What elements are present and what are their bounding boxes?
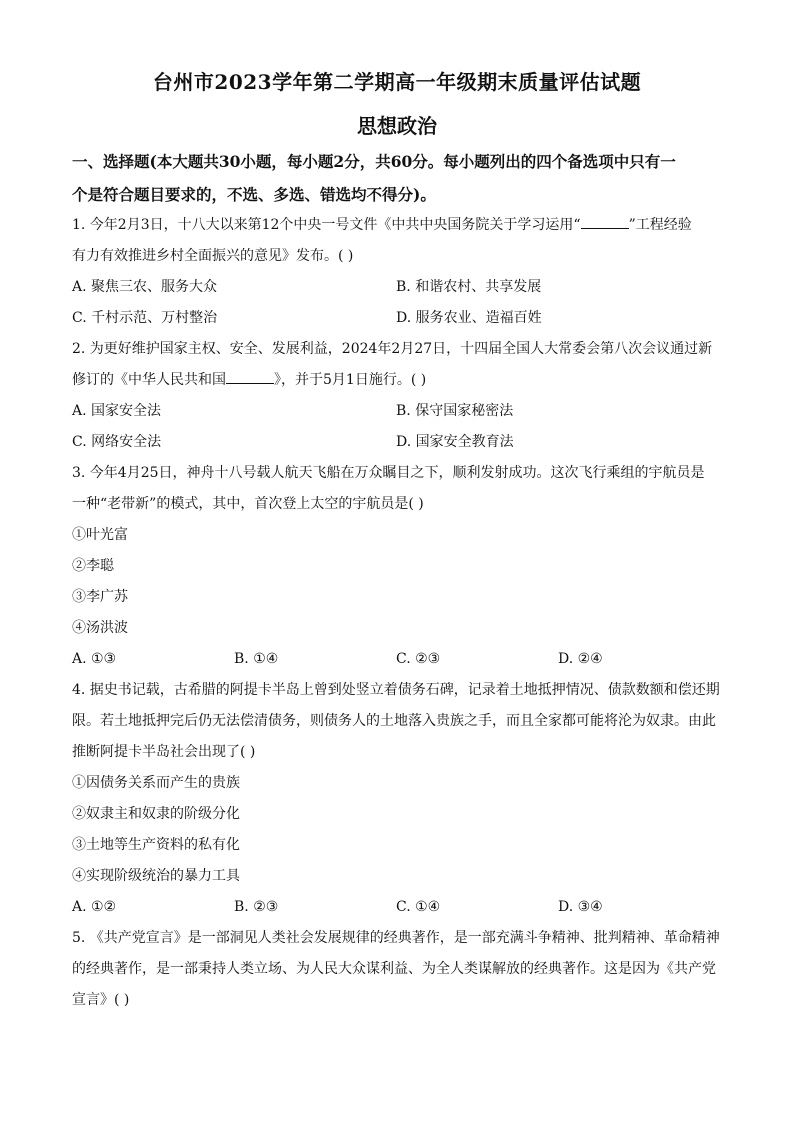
question-text: 4. 据史书记载，古希腊的阿提卡半岛上曾到处竖立着债务石碑，记录着土地抵押情况、债款数额和偿还期	[72, 682, 720, 698]
question-text: 一种“老带新”的模式，其中，首次登上太空的宇航员是( )	[72, 496, 424, 512]
question-text: 1. 今年2月3日，十八大以来第12个中央一号文件《中共中央国务院关于学习运用“	[72, 217, 581, 233]
options-row	[72, 644, 722, 675]
question-text: 3. 今年4月25日，神舟十八号载人航天飞船在万众瞩目之下，顺利发射成功。这次飞行乘组的宇航员是	[72, 465, 705, 481]
question-1	[72, 210, 722, 334]
statement-item: ④实现阶级统治的暴力工具	[72, 868, 240, 884]
option-d: D. ③④	[558, 899, 603, 915]
question-text: 宣言》( )	[72, 992, 130, 1008]
option-a: A. 国家安全法	[72, 403, 162, 419]
statement-item: ③土地等生产资料的私有化	[72, 837, 240, 853]
statement-item: ④汤洪波	[72, 620, 128, 636]
question-text: 推断阿提卡半岛社会出现了( )	[72, 744, 256, 760]
option-b: B. ②③	[234, 899, 279, 915]
option-c: C. 千村示范、万村整治	[72, 310, 218, 326]
question-text: 有力有效推进乡村全面振兴的意见》发布。( )	[72, 248, 354, 264]
question-text: 限。若土地抵押完后仍无法偿清债务，则债务人的土地落入贵族之手，而且全家都可能将沦为奴隶。由此	[72, 713, 716, 729]
option-a: A. ①③	[72, 651, 117, 667]
option-a: A. ①②	[72, 899, 117, 915]
exam-title: 台州市2023学年第二学期高一年级期末质量评估试题	[152, 70, 642, 94]
option-c: C. ①④	[396, 899, 441, 915]
section-heading-line: 一、选择题(本大题共30小题，每小题2分，共60分。每小题列出的四个备选项中只有一	[72, 152, 676, 171]
option-d: D. 国家安全教育法	[396, 434, 514, 450]
options-row	[72, 396, 722, 427]
statement-item: ③李广苏	[72, 589, 128, 605]
question-5	[72, 923, 722, 1016]
option-b: B. 和谐农村、共享发展	[396, 279, 542, 295]
option-d: D. ②④	[558, 651, 603, 667]
question-2-stem	[72, 365, 722, 396]
question-1-stem	[72, 210, 722, 241]
question-text: ”工程经验	[628, 217, 692, 233]
question-text: 修订的《中华人民共和国	[72, 372, 226, 388]
section-heading	[72, 146, 722, 210]
statement-item: ②李聪	[72, 558, 114, 574]
option-c: C. ②③	[396, 651, 441, 667]
option-b: B. ①④	[234, 651, 279, 667]
question-text: 2. 为更好维护国家主权、安全、发展利益，2024年2月27日，十四届全国人大常委会第八次会议通过新	[72, 341, 713, 357]
question-3	[72, 458, 722, 675]
options-row	[72, 272, 722, 303]
statement-item: ①叶光富	[72, 527, 128, 543]
options-row	[72, 427, 722, 458]
question-2	[72, 334, 722, 458]
option-c: C. 网络安全法	[72, 434, 162, 450]
option-d: D. 服务农业、造福百姓	[396, 310, 542, 326]
exam-page	[72, 64, 722, 1016]
options-row	[72, 303, 722, 334]
question-text: 5. 《共产党宣言》是一部洞见人类社会发展规律的经典著作，是一部充满斗争精神、批判精神、革命精神	[72, 930, 720, 946]
answer-blank	[226, 369, 274, 384]
section-heading-line: 个是符合题目要求的，不选、多选、错选均不得分)。	[72, 185, 436, 204]
statement-item: ②奴隶主和奴隶的阶级分化	[72, 806, 240, 822]
option-a: A. 聚焦三农、服务大众	[72, 279, 218, 295]
subject-title: 思想政治	[357, 114, 437, 138]
question-text: 的经典著作，是一部秉持人类立场、为人民大众谋利益、为全人类谋解放的经典著作。这是因为《共产党	[72, 961, 716, 977]
question-4	[72, 675, 722, 923]
statement-item: ①因债务关系而产生的贵族	[72, 775, 240, 791]
answer-blank	[581, 214, 629, 229]
question-text: 》，并于5月1日施行。( )	[274, 372, 427, 388]
options-row	[72, 892, 722, 923]
option-b: B. 保守国家秘密法	[396, 403, 514, 419]
